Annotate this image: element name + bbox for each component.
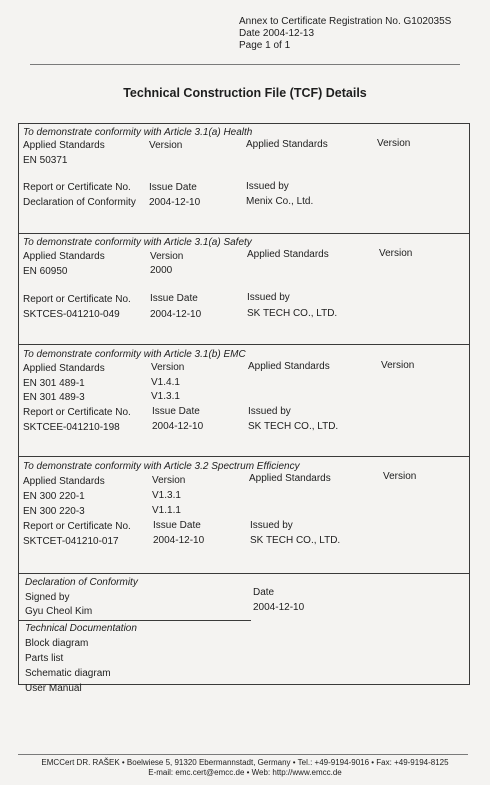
technical-documentation-heading: Technical Documentation xyxy=(25,623,137,634)
footer-address: EMCCert DR. RAŠEK • Boelwiese 5, 91320 Ebermannstadt, Germany • Tel.: +49-9194-9016 • Fax: +49-9194-8125 xyxy=(41,758,449,767)
certificate-annex-header xyxy=(239,16,451,52)
col-applied-standards: Applied Standards xyxy=(23,140,105,151)
report-number: SKTCEE-041210-198 xyxy=(23,422,120,433)
col-issue-date: Issue Date xyxy=(152,406,200,417)
section-spectrum-efficiency xyxy=(19,456,469,574)
issue-date: 2004-12-10 xyxy=(152,421,204,432)
col-issued-by: Issued by xyxy=(247,292,290,303)
declaration-date: 2004-12-10 xyxy=(253,602,305,613)
col-applied-standards-2: Applied Standards xyxy=(249,473,331,484)
col-version-2: Version xyxy=(379,248,413,259)
col-issued-by: Issued by xyxy=(246,181,289,192)
annex-date: Date 2004-12-13 xyxy=(239,28,315,39)
annex-page: Page 1 of 1 xyxy=(239,40,291,51)
standard-value: EN 300 220-1 xyxy=(23,491,85,502)
col-issued-by: Issued by xyxy=(248,406,291,417)
report-number: Declaration of Conformity xyxy=(23,197,136,208)
col-report-no: Report or Certificate No. xyxy=(23,182,131,193)
section-heading: To demonstrate conformity with Article 3.1(a) Safety xyxy=(23,237,252,248)
annex-reference: Annex to Certificate Registration No. G102035S xyxy=(239,16,452,27)
footer-divider xyxy=(18,754,468,755)
issue-date: 2004-12-10 xyxy=(149,197,201,208)
col-report-no: Report or Certificate No. xyxy=(23,407,131,418)
version-value-2: V1.3.1 xyxy=(151,391,180,402)
col-version: Version xyxy=(151,362,185,373)
col-version-2: Version xyxy=(383,471,417,482)
col-version: Version xyxy=(149,140,183,151)
issuer: SK TECH CO., LTD. xyxy=(248,421,339,432)
doc-item: Schematic diagram xyxy=(25,668,111,679)
col-applied-standards: Applied Standards xyxy=(23,363,105,374)
doc-item: Block diagram xyxy=(25,638,89,649)
col-version-2: Version xyxy=(377,138,411,149)
col-applied-standards-2: Applied Standards xyxy=(247,249,329,260)
col-issue-date: Issue Date xyxy=(149,182,197,193)
col-version: Version xyxy=(150,251,184,262)
page-title: Technical Construction File (TCF) Details xyxy=(123,86,367,100)
issue-date: 2004-12-10 xyxy=(150,309,202,320)
section-heading: To demonstrate conformity with Article 3.2 Spectrum Efficiency xyxy=(23,461,300,472)
doc-item: Parts list xyxy=(25,653,64,664)
col-applied-standards-2: Applied Standards xyxy=(246,139,328,150)
standard-value: EN 60950 xyxy=(23,266,68,277)
col-report-no: Report or Certificate No. xyxy=(23,294,131,305)
standard-value: EN 50371 xyxy=(23,155,68,166)
header-divider xyxy=(30,64,460,65)
section-heading: To demonstrate conformity with Article 3.1(a) Health xyxy=(23,127,253,138)
col-applied-standards-2: Applied Standards xyxy=(248,361,330,372)
col-version-2: Version xyxy=(381,360,415,371)
issuer: Menix Co., Ltd. xyxy=(246,196,314,207)
section-health xyxy=(19,124,469,233)
signed-by-label: Signed by xyxy=(25,592,70,603)
section-heading: To demonstrate conformity with Article 3.1(b) EMC xyxy=(23,349,246,360)
date-label: Date xyxy=(253,587,275,598)
standard-value-2: EN 300 220-3 xyxy=(23,506,85,517)
issue-date: 2004-12-10 xyxy=(153,535,205,546)
col-issue-date: Issue Date xyxy=(153,520,201,531)
version-value: V1.4.1 xyxy=(151,377,180,388)
col-applied-standards: Applied Standards xyxy=(23,476,105,487)
issuer: SK TECH CO., LTD. xyxy=(247,308,338,319)
col-applied-standards: Applied Standards xyxy=(23,251,105,262)
col-version: Version xyxy=(152,475,186,486)
footer-contact: E-mail: emc.cert@emcc.de • Web: http://www.emcc.de xyxy=(148,768,342,777)
version-value: V1.3.1 xyxy=(152,490,181,501)
standard-value-2: EN 301 489-3 xyxy=(23,392,85,403)
section-emc xyxy=(19,344,469,457)
tcf-details-table xyxy=(18,123,470,694)
signature-divider xyxy=(19,620,251,621)
col-issued-by: Issued by xyxy=(250,520,293,531)
report-number: SKTCET-041210-017 xyxy=(23,536,119,547)
col-report-no: Report or Certificate No. xyxy=(23,521,131,532)
signer-name: Gyu Cheol Kim xyxy=(25,606,93,617)
declaration-heading: Declaration of Conformity xyxy=(25,577,138,588)
version-value-2: V1.1.1 xyxy=(152,505,181,516)
doc-item: User Manual xyxy=(25,683,82,694)
section-safety xyxy=(19,233,469,345)
issuer: SK TECH CO., LTD. xyxy=(250,535,341,546)
col-issue-date: Issue Date xyxy=(150,293,198,304)
report-number: SKTCES-041210-049 xyxy=(23,309,120,320)
footer xyxy=(0,758,490,778)
version-value: 2000 xyxy=(150,265,173,276)
section-declaration xyxy=(19,573,469,694)
standard-value: EN 301 489-1 xyxy=(23,378,85,389)
